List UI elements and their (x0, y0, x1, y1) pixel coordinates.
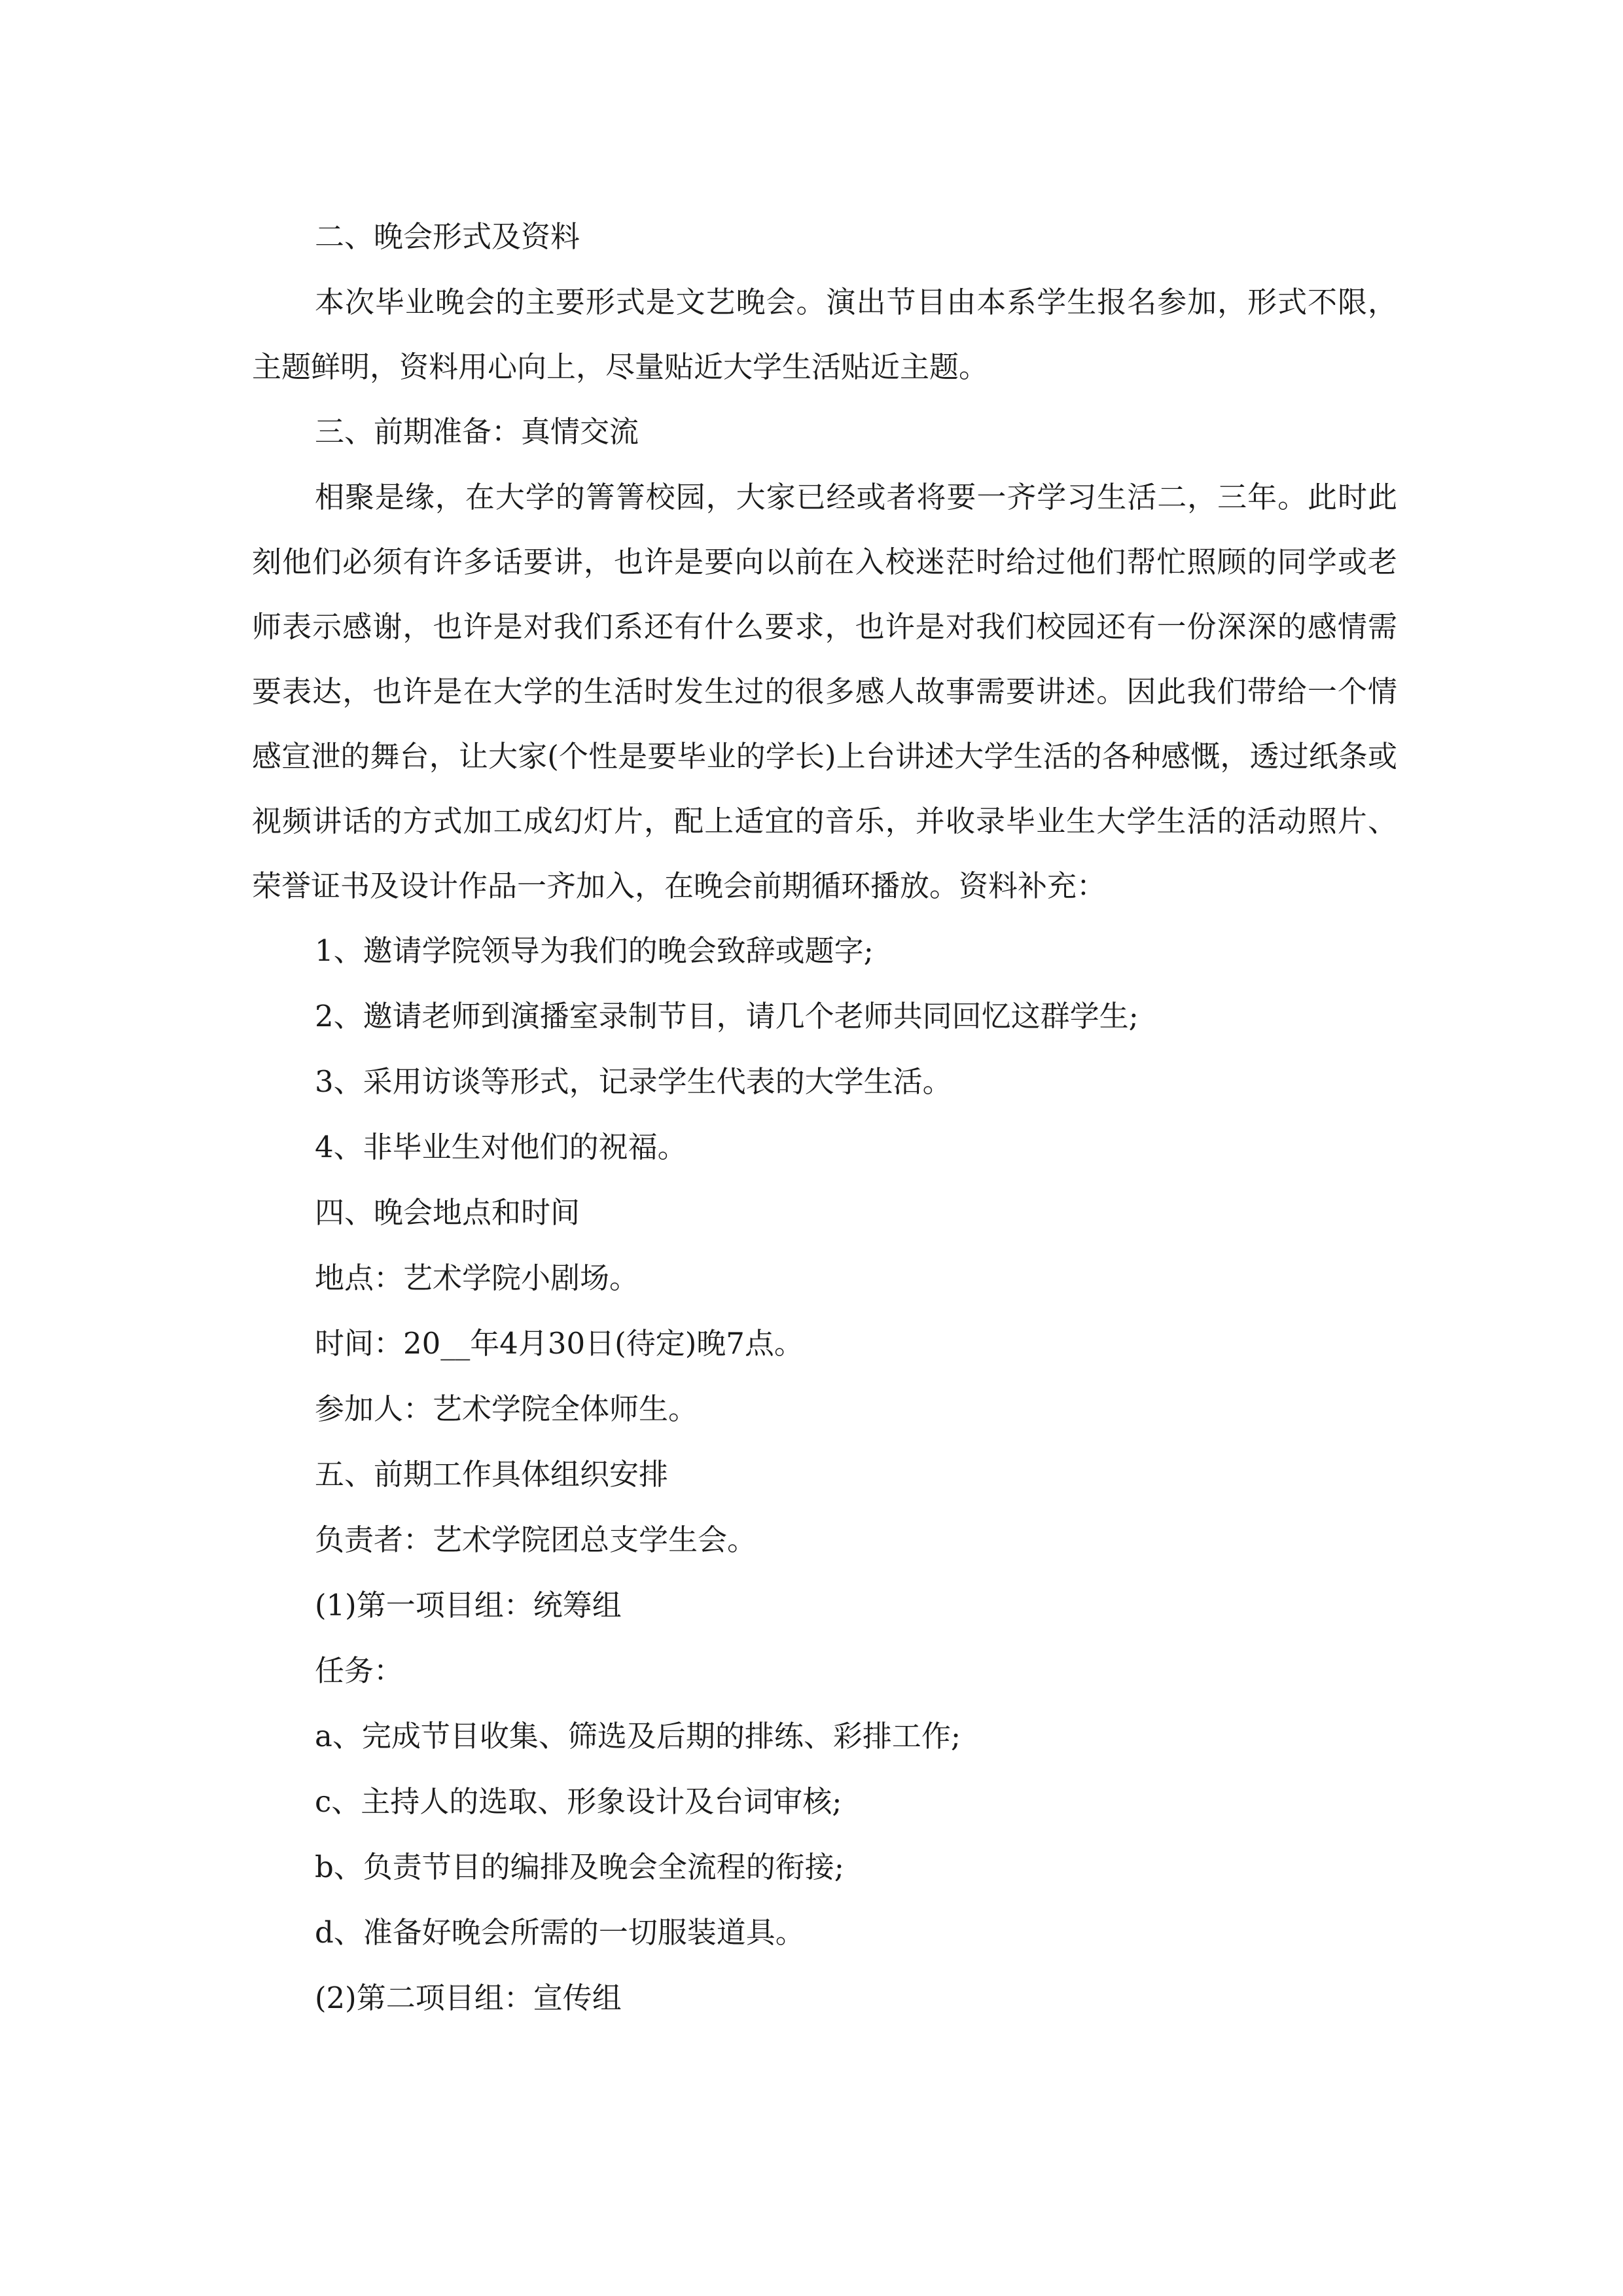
section-heading-2: 二、晚会形式及资料 (315, 219, 580, 254)
paragraph-format: 本次毕业晚会的主要形式是文艺晚会。演出节目由本系学生报名参加，形式不限，主题鲜明，资料用心向上，尽量贴近大学生活贴近主题。 (252, 285, 1397, 384)
section-heading-4: 四、晚会地点和时间 (315, 1195, 580, 1230)
task-label: 任务： (315, 1653, 404, 1688)
venue-line: 地点：艺术学院小剧场。 (315, 1261, 639, 1295)
list-item: a、完成节目收集、筛选及后期的排练、彩排工作; (315, 1719, 961, 1753)
responsible-line: 负责者：艺术学院团总支学生会。 (315, 1522, 757, 1557)
list-item: b、负责节目的编排及晚会全流程的衔接; (315, 1850, 844, 1884)
list-item: c、主持人的选取、形象设计及台词审核; (315, 1784, 842, 1819)
participants-line: 参加人：艺术学院全体师生。 (315, 1391, 698, 1426)
time-line: 时间：20__年4月30日(待定)晚7点。 (315, 1326, 804, 1361)
document-body (252, 204, 1397, 2031)
list-item: 2、邀请老师到演播室录制节目，请几个老师共同回忆这群学生; (315, 999, 1139, 1033)
list-item: 4、非毕业生对他们的祝福。 (315, 1130, 687, 1164)
section-heading-3: 三、前期准备：真情交流 (315, 414, 639, 449)
paragraph-preparation: 相聚是缘，在大学的箐箐校园，大家已经或者将要一齐学习生活二，三年。此时此刻他们必须有许多话要讲，也许是要向以前在入校迷茫时给过他们帮忙照顾的同学或老师表示感谢，也许是对我们系还有什么要求，也许是对我们校园还有一份深深的感情需要表达，也许是在大学的生活时发生过的很多感人故事需要讲述。因此我们带给一个情感宣泄的舞台，让大家(个性是要毕业的学长)上台讲述大学生活的各种感慨，透过纸条或视频讲话的方式加工成幻灯片，配上适宜的音乐，并收录毕业生大学生活的活动照片、荣誉证书及设计作品一齐加入，在晚会前期循环播放。资料补充： (252, 480, 1397, 903)
section-heading-5: 五、前期工作具体组织安排 (315, 1457, 669, 1492)
group-heading-1: (1)第一项目组：统筹组 (315, 1588, 622, 1623)
group-heading-2: (2)第二项目组：宣传组 (315, 1981, 622, 2015)
list-item: d、准备好晚会所需的一切服装道具。 (315, 1915, 805, 1950)
list-item: 3、采用访谈等形式，记录学生代表的大学生活。 (315, 1064, 952, 1099)
list-item: 1、邀请学院领导为我们的晚会致辞或题字; (315, 933, 874, 968)
